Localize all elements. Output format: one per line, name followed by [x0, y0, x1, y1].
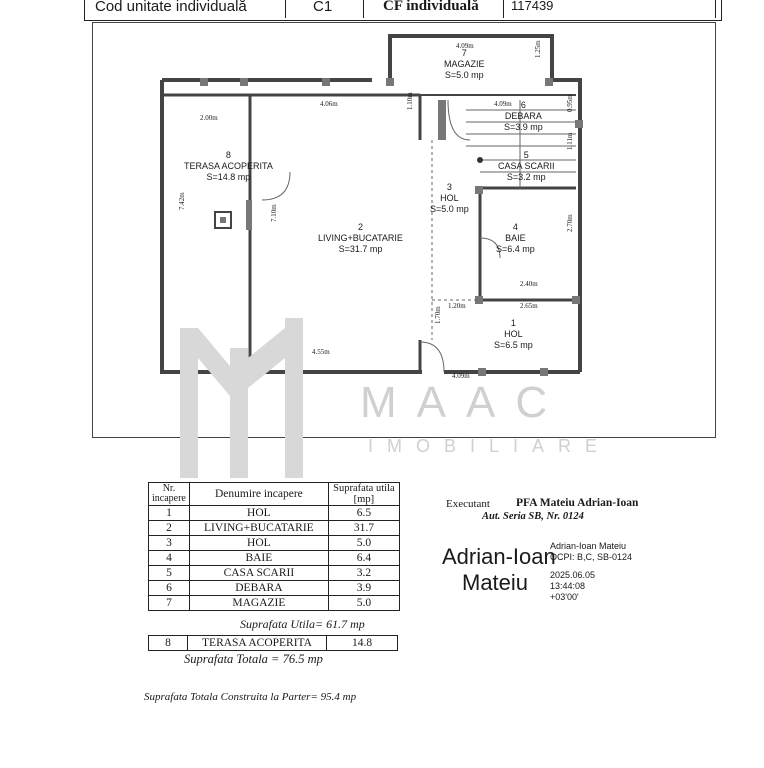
table-row: [149, 536, 400, 551]
room-label-5: [498, 150, 555, 183]
dimension-label: 2.70m: [566, 214, 574, 232]
table-row: [149, 596, 400, 611]
cell: LIVING+BUCATARIE: [189, 521, 328, 536]
dimension-label: 2.00m: [200, 114, 218, 122]
room-area: S=3.9 mp: [504, 122, 543, 132]
table-row: [149, 636, 398, 651]
watermark-brand: MAAC: [360, 378, 568, 427]
dimension-label: 1.70m: [434, 306, 442, 324]
table-row: [149, 506, 400, 521]
dimension-label: 1.20m: [448, 302, 466, 310]
room-num: 7: [461, 48, 467, 58]
utila-total: Suprafata Utila= 61.7 mp: [240, 617, 365, 631]
room-area: S=6.4 mp: [496, 244, 535, 254]
cell: 8: [149, 636, 188, 651]
room-num: 5: [523, 150, 529, 160]
rooms-table: [148, 482, 400, 611]
room-num: 3: [446, 182, 452, 192]
dimension-label: 4.06m: [320, 100, 338, 108]
signature-line2: Mateiu: [462, 570, 529, 595]
cf-value: 117439: [511, 0, 554, 13]
dimension-label: 4.09m: [494, 100, 512, 108]
room-name: TERASA ACOPERITA: [184, 161, 273, 171]
cell: HOL: [189, 536, 328, 551]
cell: HOL: [189, 506, 328, 521]
cell: MAGAZIE: [189, 596, 328, 611]
room-name: CASA SCARII: [498, 161, 555, 171]
dimension-label: 2.65m: [520, 302, 538, 310]
dimension-label: 4.09m: [452, 372, 470, 380]
cell: CASA SCARII: [189, 566, 328, 581]
executant-name: PFA Mateiu Adrian-Ioan: [516, 497, 639, 509]
signature-small-name: Adrian-Ioan Mateiu: [550, 541, 627, 551]
cod-value: C1: [313, 0, 333, 15]
cell: 5.0: [328, 596, 399, 611]
signature-tz: +03'00': [550, 592, 579, 602]
room-label-4: [496, 222, 535, 255]
room-area: S=6.5 mp: [494, 340, 533, 350]
cell: 3.2: [328, 566, 399, 581]
dimension-label: 1.11m: [566, 132, 574, 150]
dimension-label: 1.25m: [534, 40, 542, 58]
cell: 5.0: [328, 536, 399, 551]
room-name: HOL: [504, 329, 523, 339]
room-label-7: [444, 48, 485, 81]
cell: TERASA ACOPERITA: [188, 636, 327, 651]
cell: 3: [149, 536, 190, 551]
terasa-table: [148, 635, 398, 651]
room-name: BAIE: [505, 233, 526, 243]
cell: 7: [149, 596, 190, 611]
watermark-logo: [180, 318, 320, 478]
table-row: [149, 551, 400, 566]
room-name: HOL: [440, 193, 459, 203]
table-row: [149, 581, 400, 596]
dimension-label: 7.10m: [270, 204, 278, 222]
dimension-label: 0.95m: [566, 94, 574, 112]
watermark-sub: IMOBILIARE: [368, 436, 612, 456]
cell: 1: [149, 506, 190, 521]
cell: 2: [149, 521, 190, 536]
room-num: 2: [357, 222, 363, 232]
executant-label: Executant: [446, 498, 490, 510]
room-label-3: [430, 182, 469, 215]
signature-ocpi: OCPI: B,C, SB-0124: [550, 552, 633, 562]
dimension-label: 1.10m: [406, 92, 414, 110]
cell: 6.5: [328, 506, 399, 521]
dimension-label: 4.55m: [312, 348, 330, 356]
room-label-1: [494, 318, 533, 351]
signature-line1: Adrian-Ioan: [442, 544, 556, 569]
cell: 31.7: [328, 521, 399, 536]
cell: DEBARA: [189, 581, 328, 596]
room-area: S=14.8 mp: [206, 172, 251, 182]
cod-label: Cod unitate individuală: [95, 0, 247, 15]
room-name: MAGAZIE: [444, 59, 485, 69]
suprafata-totala: Suprafata Totala = 76.5 mp: [184, 652, 323, 666]
col-denumire: Denumire incapere: [189, 483, 328, 506]
cell: BAIE: [189, 551, 328, 566]
room-area: S=5.0 mp: [430, 204, 469, 214]
cf-label: CF individuală: [383, 0, 479, 14]
cell: 4: [149, 551, 190, 566]
executant-aut: Aut. Seria SB, Nr. 0124: [482, 511, 584, 522]
footer-total-construita: Suprafata Totala Construita la Parter= 95.4 mp: [144, 691, 357, 703]
dimension-label: 4.09m: [456, 42, 474, 50]
room-num: 4: [512, 222, 518, 232]
cell: 6.4: [328, 551, 399, 566]
table-row: [149, 566, 400, 581]
room-name: DEBARA: [504, 111, 542, 121]
room-area: S=31.7 mp: [338, 244, 383, 254]
room-num: 1: [510, 318, 516, 328]
cell: 5: [149, 566, 190, 581]
col-nr: Nr. incapere: [149, 483, 190, 506]
cell: 3.9: [328, 581, 399, 596]
room-num: 8: [225, 150, 231, 160]
room-label-8: [184, 150, 273, 183]
room-area: S=5.0 mp: [444, 70, 484, 80]
dimension-label: 2.40m: [520, 280, 538, 288]
signature-time: 13:44:08: [550, 581, 586, 591]
col-suprafata: Suprafata utila [mp]: [328, 483, 399, 506]
room-area: S=3.2 mp: [506, 172, 546, 182]
room-name: LIVING+BUCATARIE: [318, 233, 403, 243]
room-label-2: [318, 222, 403, 255]
signature-date: 2025.06.05: [550, 570, 596, 580]
table-row: [149, 521, 400, 536]
cell: 6: [149, 581, 190, 596]
cell: 14.8: [327, 636, 398, 651]
room-num: 6: [520, 100, 526, 110]
dimension-label: 7.42m: [178, 192, 186, 210]
